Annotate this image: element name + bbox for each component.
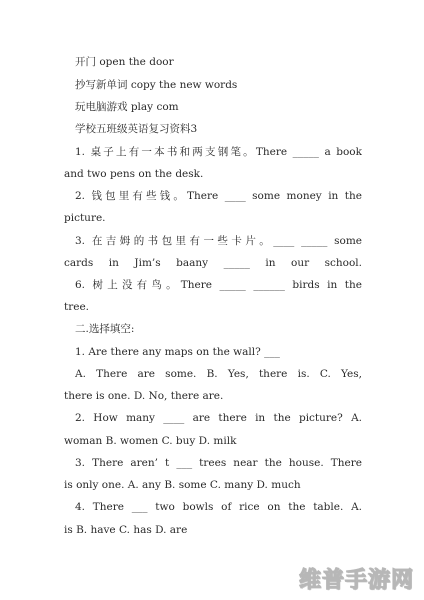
question-line: 2. How many ____ are there in the picture? A. xyxy=(75,412,362,424)
question-line: 3. There aren’ t ___ trees near the house. There xyxy=(75,457,362,469)
section-heading: 二.选择填空: xyxy=(75,323,135,335)
question-line: cards in Jim’s baany _____ in our school. xyxy=(64,257,362,269)
question-line: is only one. A. any B. some C. many D. much xyxy=(64,479,301,491)
question-line: woman B. women C. buy D. milk xyxy=(64,435,237,447)
question-line: tree. xyxy=(64,301,90,313)
question-line: 6. 树上没有鸟。There _____ ______ birds in the xyxy=(75,279,362,291)
question-line: 2. 钱包里有些钱。There ____ some money in the xyxy=(75,190,362,202)
question-line: 3. 在吉姆的书包里有一些卡片。____ _____ some xyxy=(75,235,362,247)
question-line: 4. There ___ two bowls of rice on the table. A. xyxy=(75,501,362,513)
question-line: there is one. D. No, there are. xyxy=(64,390,224,402)
text-line: 抄写新单词 copy the new words xyxy=(75,79,238,91)
question-line: 1. Are there any maps on the wall? ___ xyxy=(75,346,280,358)
question-line: is B. have C. has D. are xyxy=(64,524,188,536)
text-line: 玩电脑游戏 play com xyxy=(75,101,179,113)
text-line: 开门 open the door xyxy=(75,56,174,68)
site-watermark: 维普手游网 xyxy=(298,568,414,593)
question-line: picture. xyxy=(64,212,106,224)
question-line: 1. 桌子上有一本书和两支钢笔。There _____ a book xyxy=(75,146,362,158)
section-heading: 学校五班级英语复习资料3 xyxy=(75,123,198,135)
question-line: and two pens on the desk. xyxy=(64,168,204,180)
question-line: A. There are some. B. Yes, there is. C. Yes, xyxy=(75,368,362,380)
